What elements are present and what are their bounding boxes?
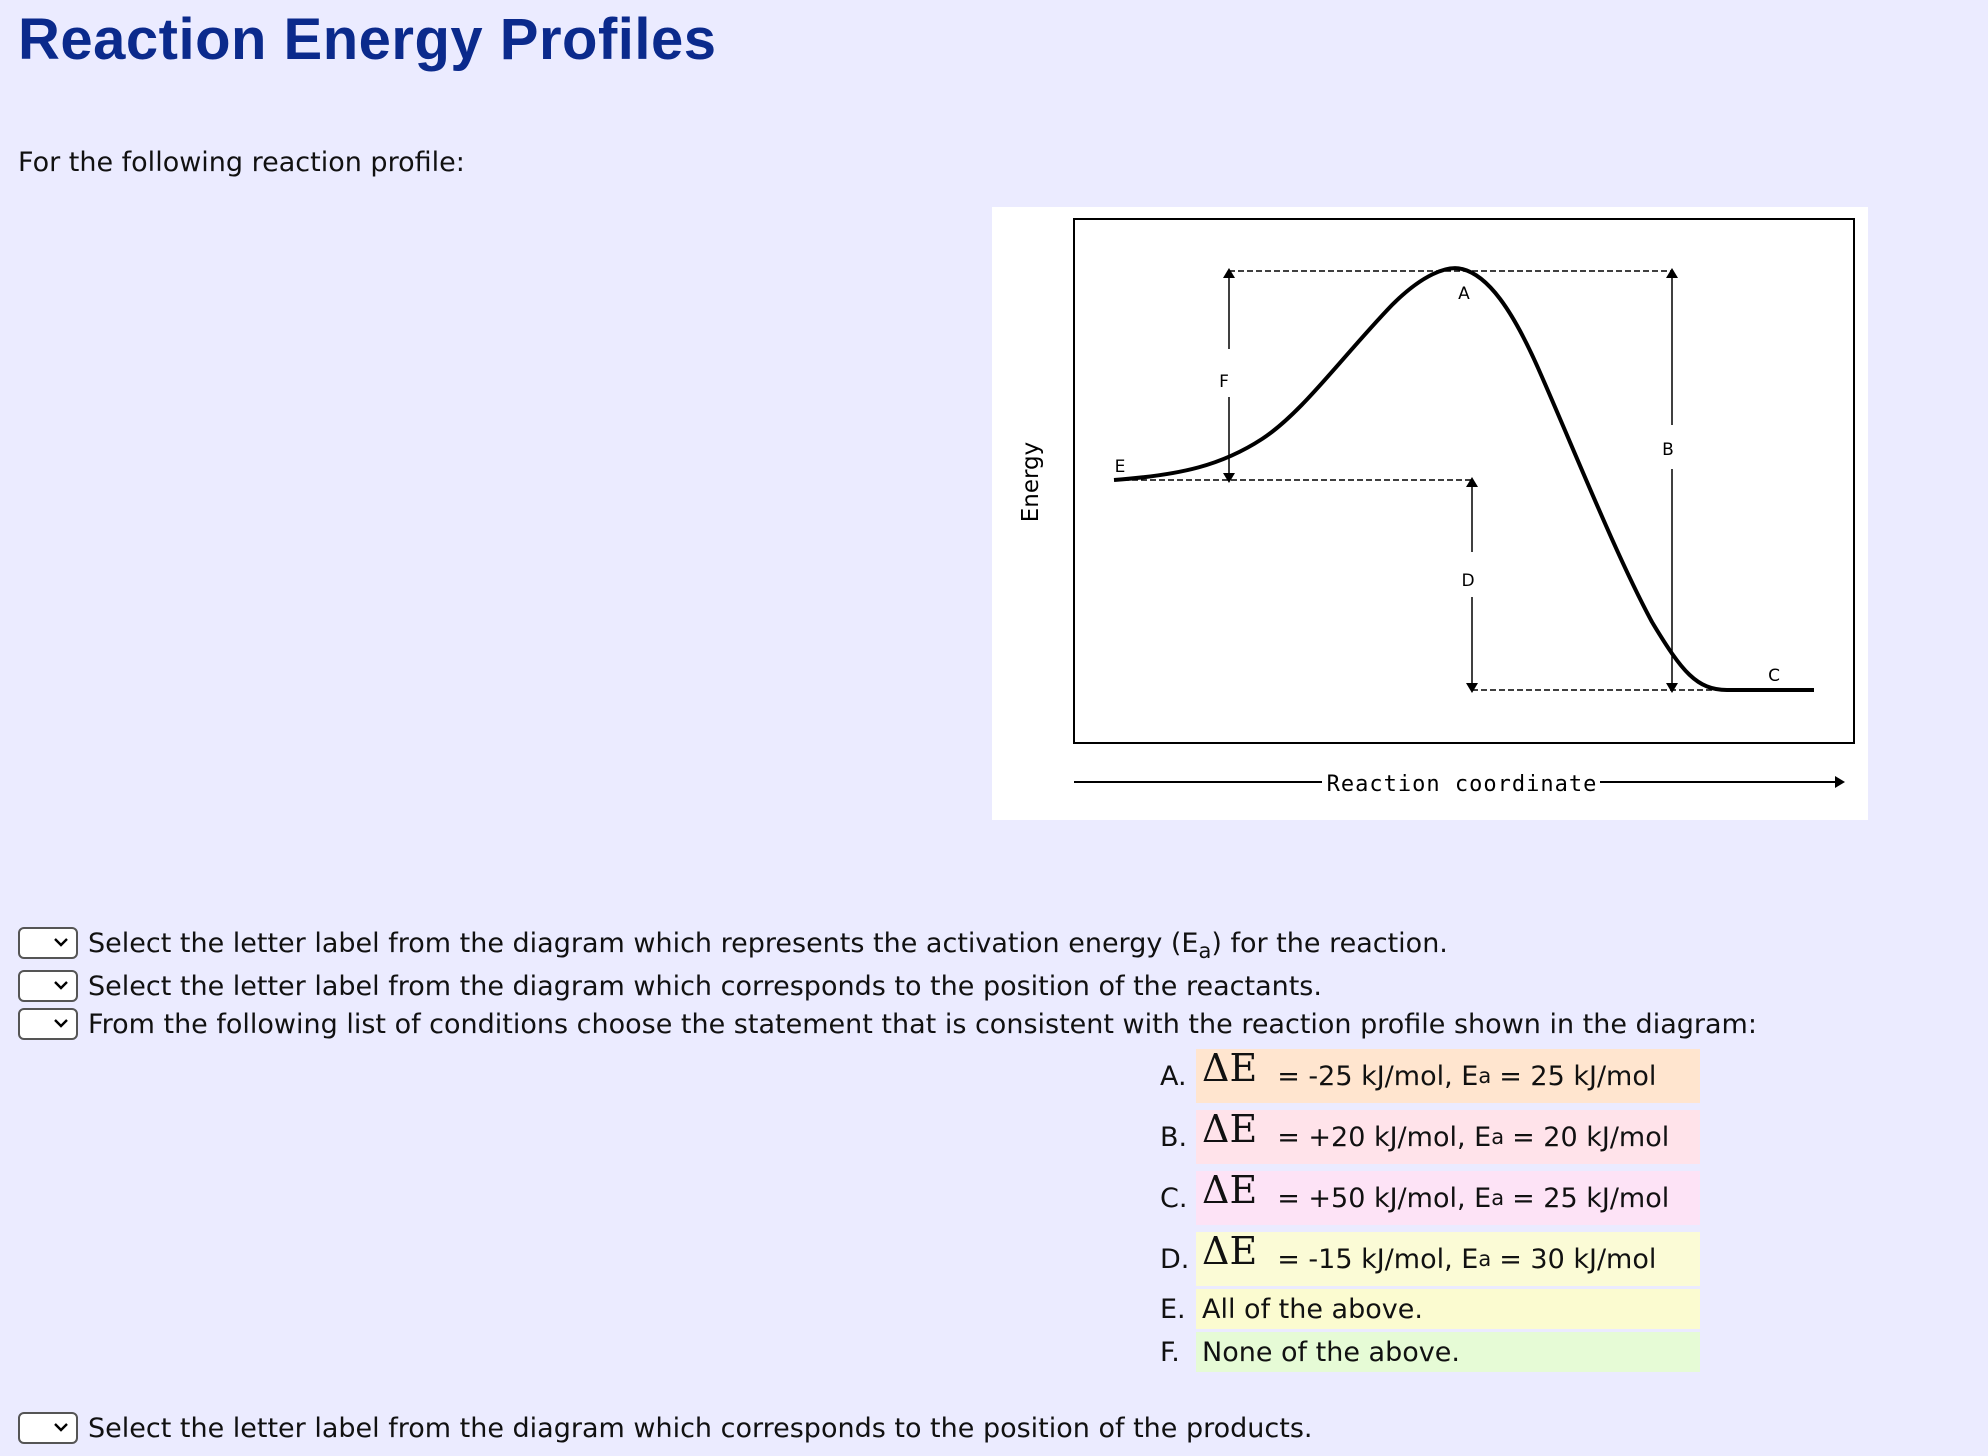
option-letter: B. [1160, 1121, 1188, 1153]
option-e [1158, 1289, 1700, 1329]
question-conditions [18, 1007, 1757, 1041]
option-body: None of the above. [1196, 1332, 1700, 1372]
label-a: A [1458, 284, 1470, 304]
y-axis-label: Energy [1018, 441, 1044, 523]
option-letter: E. [1160, 1293, 1186, 1325]
option-letter: D. [1160, 1243, 1190, 1275]
question-text: Select the letter label from the diagram which represents the activation energy $(E_a)$ for the reaction. [88, 927, 1448, 963]
question-text: From the following list of conditions choose the statement that is consistent with the reaction profile shown in the diagram: [88, 1008, 1757, 1040]
answer-select-conditions[interactable] [18, 1008, 78, 1040]
option-a [1158, 1046, 1700, 1103]
label-c: C [1768, 666, 1780, 686]
chevron-down-icon [52, 1014, 70, 1032]
intro-text: For the following reaction profile: [18, 147, 465, 178]
option-body: All of the above. [1196, 1289, 1700, 1329]
option-body: ΔE = +50 kJ/mol, E a = 25 kJ/mol [1196, 1171, 1700, 1225]
label-f: F [1219, 372, 1229, 392]
option-body: ΔE = +20 kJ/mol, E a = 20 kJ/mol [1196, 1110, 1700, 1164]
question-text: Select the letter label from the diagram which corresponds to the position of the products. [88, 1412, 1313, 1444]
label-d: D [1461, 571, 1475, 591]
option-b [1158, 1107, 1700, 1164]
delta-e-symbol: ΔE [1202, 1229, 1258, 1273]
page-title: Reaction Energy Profiles [18, 7, 717, 72]
option-letter: A. [1160, 1060, 1187, 1092]
chevron-down-icon [52, 933, 70, 951]
answer-select-products[interactable] [18, 1412, 78, 1444]
energy-curve [1114, 268, 1814, 690]
answer-select-activation-energy[interactable] [18, 927, 78, 959]
option-d [1158, 1229, 1700, 1286]
reaction-profile-diagram [992, 207, 1868, 820]
question-reactants [18, 969, 1322, 1003]
option-body: ΔE = -25 kJ/mol, E a = 25 kJ/mol [1196, 1049, 1700, 1103]
answer-select-reactants[interactable] [18, 970, 78, 1002]
question-activation-energy [18, 926, 1448, 963]
question-text: Select the letter label from the diagram which corresponds to the position of the reactants. [88, 970, 1322, 1002]
option-c [1158, 1168, 1700, 1225]
option-f [1158, 1332, 1700, 1372]
delta-e-symbol: ΔE [1202, 1168, 1258, 1212]
option-letter: C. [1160, 1182, 1188, 1214]
diagram-svg [992, 207, 1868, 820]
delta-e-symbol: ΔE [1202, 1107, 1258, 1151]
x-axis-label: Reaction coordinate [1326, 772, 1598, 797]
label-e: E [1114, 457, 1126, 477]
question-products [18, 1411, 1312, 1445]
option-body: ΔE = -15 kJ/mol, E a = 30 kJ/mol [1196, 1232, 1700, 1286]
label-b: B [1662, 440, 1674, 460]
delta-e-symbol: ΔE [1202, 1046, 1258, 1090]
option-letter: F. [1160, 1336, 1180, 1368]
chevron-down-icon [52, 1418, 70, 1436]
chevron-down-icon [52, 976, 70, 994]
